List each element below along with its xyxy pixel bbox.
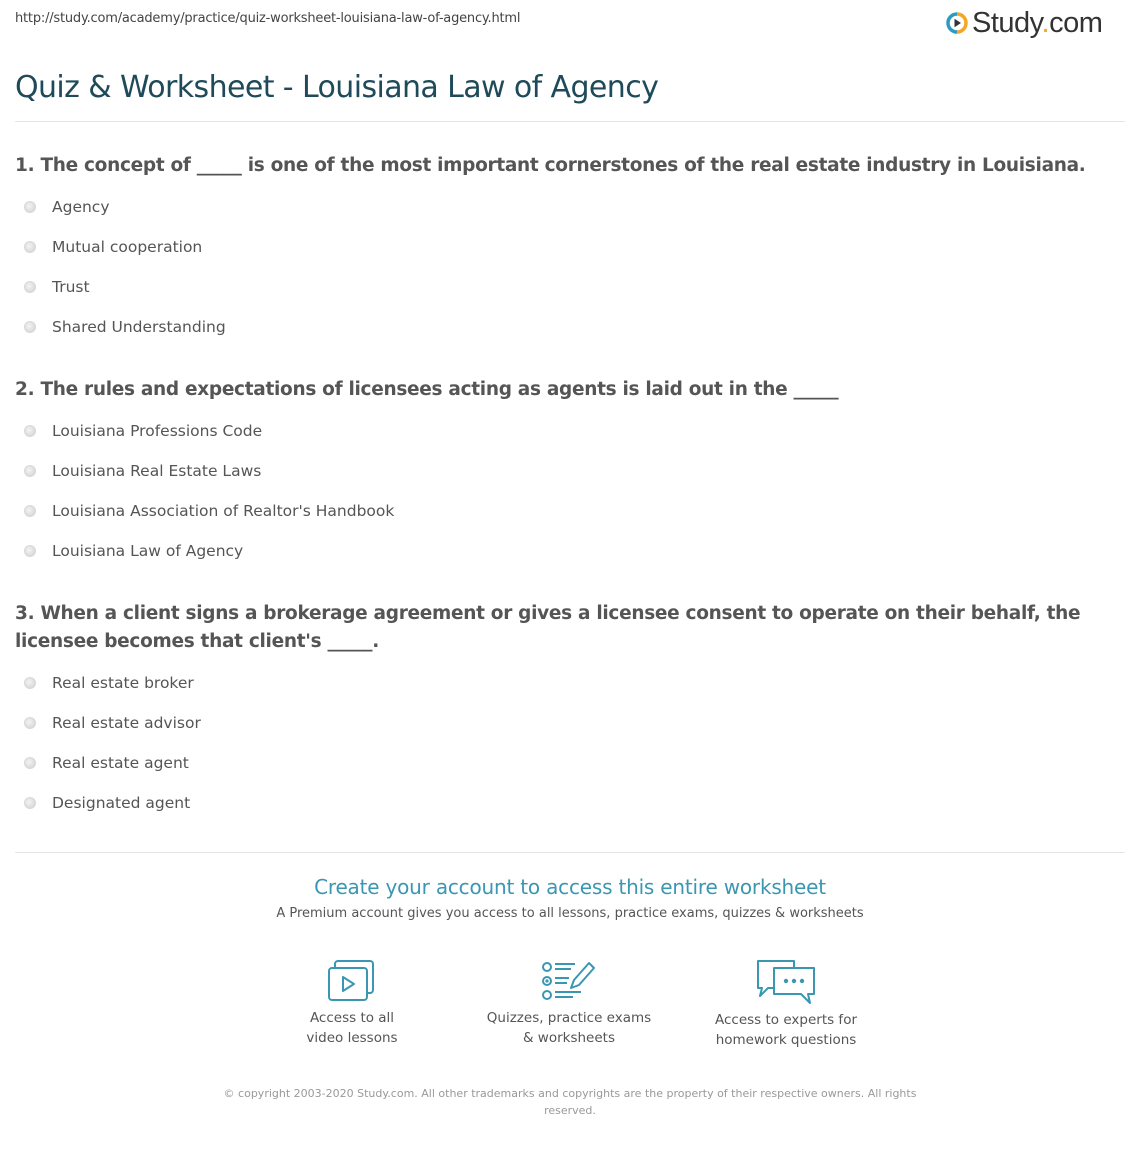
question-3: 3. When a client signs a brokerage agreement or gives a licensee consent to operate on their behalf, the licensee becomes that client's _____. [15, 603, 1081, 652]
radio-button[interactable] [24, 321, 36, 333]
logo-name: Study [972, 7, 1042, 39]
answer-option[interactable] [24, 674, 194, 692]
create-account-link[interactable]: Create your account to access this entire worksheet [314, 875, 826, 899]
radio-button[interactable] [24, 465, 36, 477]
option-label: Louisiana Association of Realtor's Handbook [52, 502, 395, 520]
chat-bubbles-icon [754, 958, 818, 1006]
cta-subtitle: A Premium account gives you access to all lessons, practice exams, quizzes & worksheets [276, 906, 864, 921]
radio-button[interactable] [24, 677, 36, 689]
option-label: Louisiana Real Estate Laws [52, 462, 262, 480]
feature-line-1: Quizzes, practice exams [486, 1010, 652, 1026]
feature-experts [686, 958, 886, 1050]
answer-option[interactable] [24, 502, 394, 520]
question-2: 2. The rules and expectations of licensees acting as agents is laid out in the _____ [15, 379, 839, 400]
question-1: 1. The concept of _____ is one of the most important cornerstones of the real estate industry in Louisiana. [15, 155, 1086, 176]
radio-button[interactable] [24, 757, 36, 769]
answer-option[interactable] [24, 422, 262, 440]
answer-option[interactable] [24, 278, 90, 296]
option-label: Agency [52, 198, 110, 216]
option-label: Shared Understanding [52, 318, 226, 336]
page-title: Quiz & Worksheet - Louisiana Law of Agency [15, 70, 659, 105]
answer-option[interactable] [24, 754, 189, 772]
option-label: Designated agent [52, 794, 191, 812]
radio-button[interactable] [24, 281, 36, 293]
option-label: Trust [52, 278, 90, 296]
logo-tld: com [1049, 7, 1103, 39]
play-circle-logo-icon [946, 12, 968, 34]
quiz-checklist-icon [541, 958, 597, 1004]
option-label: Real estate agent [52, 754, 189, 772]
option-label: Real estate broker [52, 674, 194, 692]
answer-option[interactable] [24, 794, 190, 812]
feature-line-1: Access to all [309, 1010, 395, 1026]
option-label: Real estate advisor [52, 714, 201, 732]
option-label: Louisiana Professions Code [52, 422, 263, 440]
study-logo[interactable] [946, 9, 1102, 37]
answer-option[interactable] [24, 542, 243, 560]
radio-button[interactable] [24, 425, 36, 437]
title-divider [15, 121, 1125, 122]
radio-button[interactable] [24, 797, 36, 809]
feature-line-2: homework questions [715, 1032, 857, 1048]
logo-dot: . [1041, 7, 1050, 39]
copyright-footer: © copyright 2003-2020 Study.com. All other trademarks and copyrights are the property of their respective owners. All rights reserved. [223, 1087, 917, 1117]
radio-button[interactable] [24, 201, 36, 213]
radio-button[interactable] [24, 717, 36, 729]
option-label: Louisiana Law of Agency [52, 542, 244, 560]
feature-video-lessons [252, 958, 452, 1048]
video-lessons-icon [325, 958, 379, 1004]
radio-button[interactable] [24, 505, 36, 517]
feature-line-2: video lessons [306, 1030, 398, 1046]
answer-option[interactable] [24, 462, 261, 480]
logo-wordmark [972, 9, 1102, 37]
page-url: http://study.com/academy/practice/quiz-worksheet-louisiana-law-of-agency.html [15, 11, 521, 26]
answer-option[interactable] [24, 318, 226, 336]
answer-option[interactable] [24, 198, 110, 216]
feature-quizzes [469, 958, 669, 1048]
answer-option[interactable] [24, 238, 202, 256]
radio-button[interactable] [24, 241, 36, 253]
cta-divider [15, 852, 1125, 853]
feature-line-1: Access to experts for [714, 1012, 857, 1028]
radio-button[interactable] [24, 545, 36, 557]
answer-option[interactable] [24, 714, 201, 732]
feature-line-2: & worksheets [522, 1030, 615, 1046]
option-label: Mutual cooperation [52, 238, 203, 256]
